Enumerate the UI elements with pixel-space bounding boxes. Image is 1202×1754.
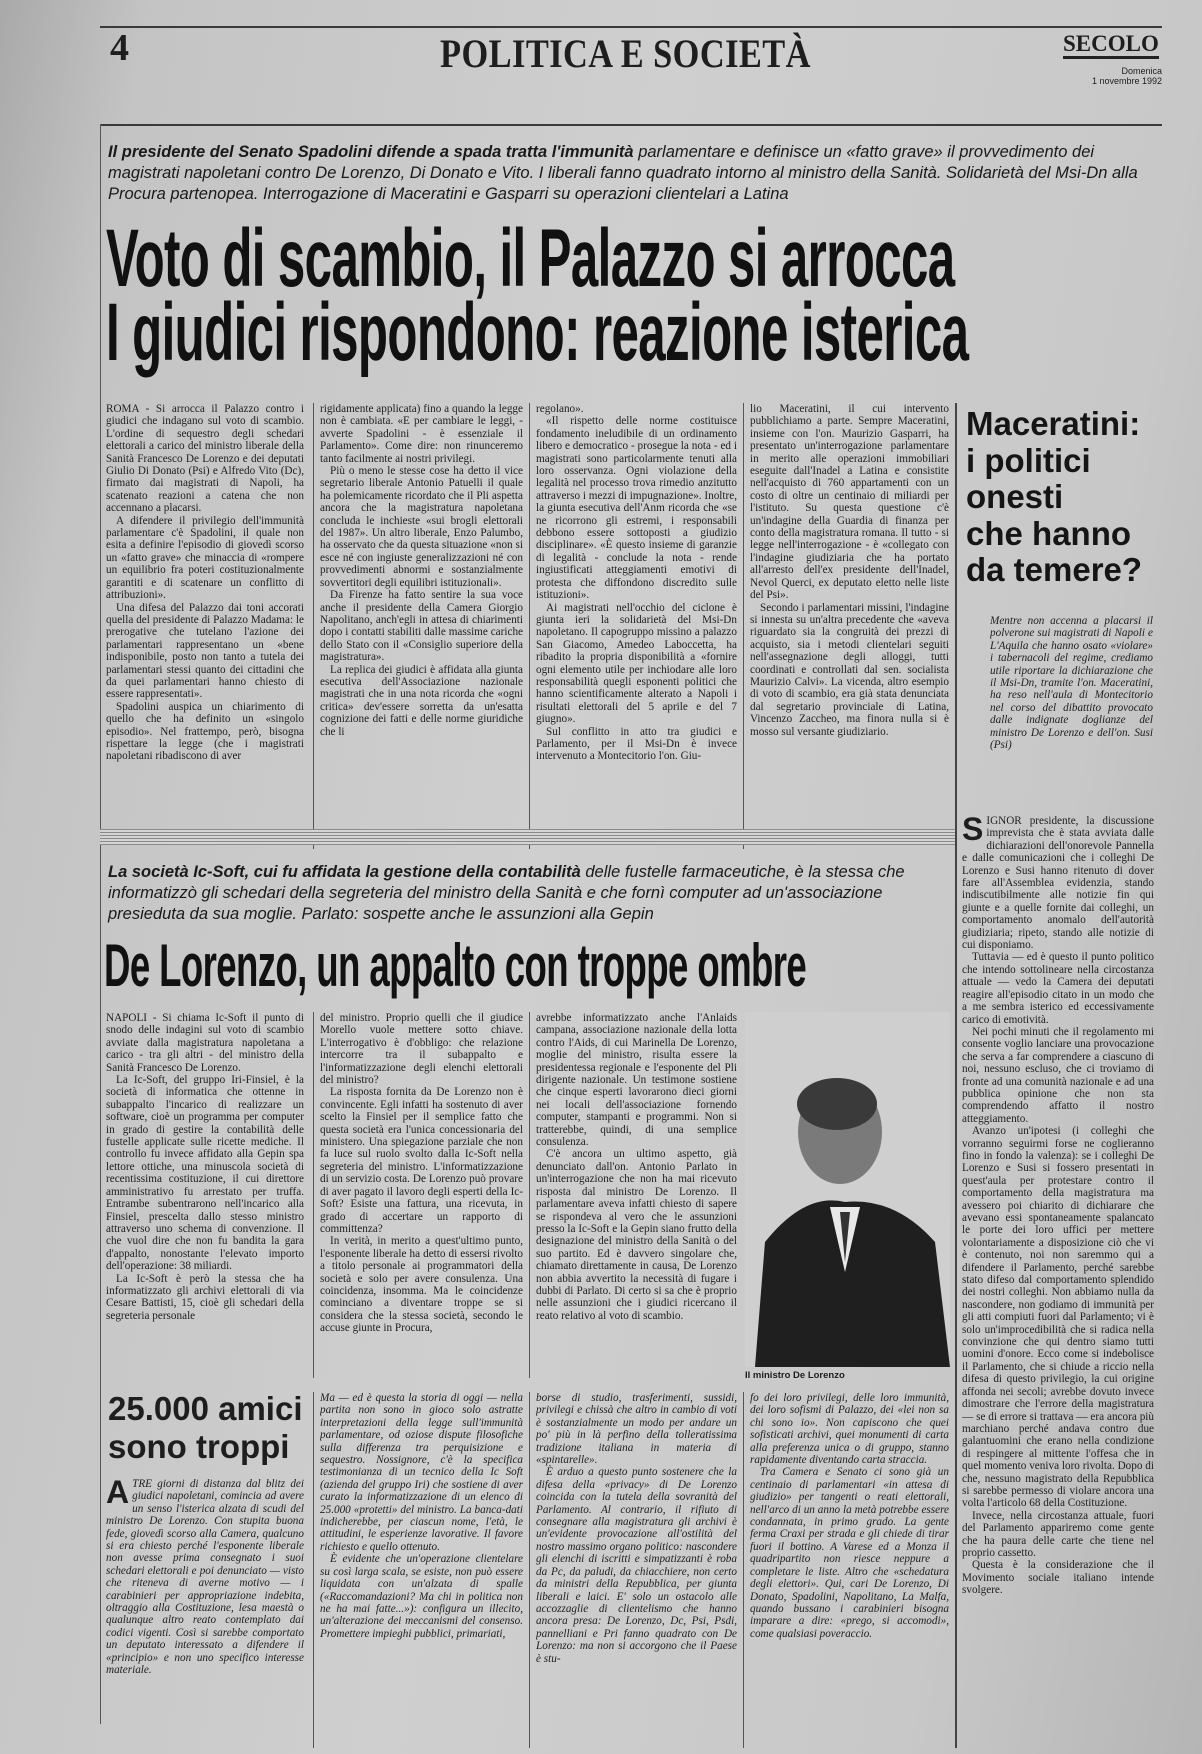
paragraph: lio Maceratini, il cui intervento pubblichiamo a parte. Sempre Maceratini, insieme con l'on. Maurizio Gasparri, ha presentato un'interrogazione parlamentare in merito alle operazioni immobiliari eseguite dall'Inadel a Latina e consistite nell'acquisto di 760 appartamenti con un costo di oltre un centinaio di miliardi per l'istituto. Su questa questione c'è un'indagine della Guardia di finanza per conto della magistratura romana. Il tutto - si legge nell'interrogazione - è «collegato con l'indagine giudiziaria che ha portato all'arresto dell'ex presidente dell'Inadel, Nevol Querci, ex deputato eletto nelle liste del Psi». [750, 403, 949, 602]
article2-column-1 [106, 1012, 304, 1378]
paragraph: In verità, in merito a quest'ultimo punto, l'esponente liberale ha detto di essersi rivolto a titolo personale ai programmatori della società e solo per avere consulenza. Una coincidenza, insomma. Ma le coincidenze cominciano a diventare troppe se si considera che la stessa società, secondo le accuse giunte in Procura, [320, 1235, 523, 1335]
column-divider [313, 1012, 314, 1378]
article2-column-3 [536, 1012, 737, 1378]
headline-line: sono troppi [108, 1428, 290, 1465]
paragraph: Invece, nella circostanza attuale, fuori del Parlamento appariremo come gente che ha paura delle carte che tiene nel proprio cassetto. [962, 1509, 1154, 1559]
photo-de-lorenzo [745, 1012, 950, 1367]
section-separator [100, 829, 955, 845]
paragraph: regolano». [536, 403, 584, 415]
paragraph: Nei pochi minuti che il regolamento mi consente voglio lanciare una provocazione che serva a far comprendere a ciascuno di noi, nessuno escluso, che ci troviamo di fronte ad una comunità nazionale e ad una pubblica opinione che non sta comprendendo affatto il nostro atteggiamento. [962, 1025, 1154, 1125]
issue-day: Domenica [1121, 66, 1162, 76]
header-rule [100, 124, 1162, 126]
headline-line: da temere? [966, 551, 1143, 588]
headline-line: 25.000 amici [108, 1390, 303, 1427]
portrait-image [745, 1012, 950, 1367]
paragraph: A difendere il privilegio dell'immunità parlamentare c'è Spadolini, il quale non esita a definire l'episodio di giovedì scorso un «fatto grave» che minaccia di «rompere un equilibrio fra poteri costituzionalmente garantiti e di scatenare un conflitto di attribuzioni». [106, 514, 304, 602]
article1-column-3 [536, 403, 737, 849]
photo-caption: Il ministro De Lorenzo [745, 1370, 845, 1381]
paragraph: «Il rispetto delle norme costituisce fondamento ineludibile di un ordinamento libero e democratico - prosegue la nota - ed i magistrati sono particolarmente tenuti alla loro osservanza. Ogni violazione della legalità nel processo trova rimedio anzitutto attraverso i mezzi di impugnazione». Inoltre, la giunta esecutiva dell'Anm ricorda che «se ne ricorrono gli estremi, i responsabili debbono essere sottoposti a giudizio disciplinare». «È questo insieme di garanzie di legalità - conclude la nota - rende ingiustificati atteggiamenti emotivi di protesta che diffondono discredito sulle istituzioni». [536, 415, 737, 602]
section-title: POLITICA E SOCIETÀ [440, 31, 811, 76]
headline-line: Maceratini: [966, 405, 1141, 442]
article1-column-4 [750, 403, 949, 823]
article2-deck-bold: La società Ic-Soft, cui fu affidata la gestione della contabilità [108, 863, 581, 881]
paragraph: Una difesa del Palazzo dai toni accorati quella del presidente di Palazzo Madama: le prerogative che tutelano l'azione dei parlamentari rappresentano un «bene indisponibile, posto non tanto a tutela dei parlamentari stessi quanto dei cittadini che da quei parlamentari hanno chiesto di essere rappresentati». [106, 601, 304, 701]
page-left-border [100, 124, 101, 1724]
paragraph: NAPOLI - Si chiama Ic-Soft il punto di snodo delle indagini sul voto di scambio avviate dalla magistratura napoletana a carico - tra gli altri - del ministro della Sanità Francesco De Lorenzo. [106, 1012, 304, 1074]
top-rule [100, 26, 1162, 28]
article1-column-2 [320, 403, 523, 849]
article1-deck-bold: Il presidente del Senato Spadolini difende a spada tratta l'immunità [108, 143, 634, 161]
comment-column-2 [320, 1392, 523, 1748]
sidebar-headline [966, 406, 1142, 589]
paragraph: È evidente che un'operazione clientelare su così larga scala, se esiste, non può essere liquidata con un'alzata di spalle («Raccomandazioni? Ma chi in politica non ne ha mai fatte...»): configura un illecito, un'alterazione dei meccanismi del consenso. Promettere impieghi pubblici, primariati, [320, 1553, 523, 1640]
headline-line: i politici [966, 441, 1091, 479]
paragraph: È arduo a questo punto sostenere che la difesa della «privacy» di De Lorenzo coincida con la tutela della sovranità del Parlamento. Al contrario, il rifiuto di consegnare alla magistratura gli archivi è un'evidente provocazione all'ostilità del nostro massimo organo politico: nascondere gli elenchi di iscritti e simpatizzanti è roba da Pc, da paludi, da chiacchiere, non certo da ministri della Repubblica, per giunta liberali e laici. E' solo un ostacolo alle accozzaglie di clientelismo che hanno ancora presa: De Lorenzo, Dc, Psi, Psdi, pannelliani e Pri fanno quadrato con De Lorenzo: ma non si accorgono che il Paese è stu- [536, 1466, 737, 1665]
paragraph: TRE giorni di distanza dal blitz dei giudici napoletani, comincia ad avere un senso l'isterica alzata di scudi del ministro De Lorenzo. Con stupita buona fede, giovedì scorso alla Camera, qualcuno si era chiesto perché l'esponente liberale non avesse prima consegnato i suoi schedari elettorali e poi denunciato — visto che riteneva di averne motivo — i carabinieri per appropriazione indebita, oltraggio alla Costituzione, lesa maestà o qualunque altro reato contemplato dai codici vigenti. Così si sarebbe comportato un deputato interessato a difendere il «principio» e non uno specifico interesse materiale. [106, 1478, 304, 1677]
paragraph: Ma — ed è questa la storia di oggi — nella partita non sono in gioco solo astratte interpretazioni della legge sull'immunità parlamentare, od oziose dispute filosofiche sulla differenza tra perquisizione e sequestro. Nossignore, c'è la specifica testimonianza di un tecnico della Ic Soft (azienda del gruppo Iri) che sostiene di aver curato la informatizzazione di un elenco di 25.000 «protetti» del ministro. La banca-dati indicherebbe, per ciascun nome, l'età, le attitudini, le esperienze lavorative. Il favore richiesto e quello ottenuto. [320, 1392, 523, 1553]
paragraph: Tuttavia — ed è questo il punto politico che intendo sottolineare nella circostanza attuale — vedo la Camera dei deputati reagire all'episodio citato in un modo che a me sembra isterico ed eccessivamente carico di emotività. [962, 951, 1154, 1026]
comment-column-4 [750, 1392, 949, 1748]
column-divider [743, 403, 744, 849]
paragraph: avrebbe informatizzato anche l'Anlaids campana, associazione nazionale della lotta contro l'Aids, di cui Marinella De Lorenzo, moglie del ministro, risulta essere la presidentessa regionale e l'esponente del Pli dirigente nazionale. Un testimone sostiene che cinque esperti lavorarono dieci giorni nei locali dell'associazione fornendo computer, stampanti e programmi. Non si tratterebbe, quindi, di una semplice consulenza. [536, 1012, 737, 1149]
paragraph: rigidamente applicata) fino a quando la legge non è cambiata. «E per cambiare le leggi, - avverte Spadolini - è essenziale il Parlamento». Come dire: non rinunceremo tanto facilmente ai nostri privilegi. [320, 403, 523, 465]
article1-column-1 [106, 403, 304, 849]
paragraph: IGNOR presidente, la discussione imprevista che è stata avviata dalle dichiarazioni dell'onorevole Pannella e dalle comunicazioni che i colleghi De Lorenzo e Susi hanno ritenuto di dover fare all'Assemblea evidenzia, stando indiscutibilmente alle notizie fin qui giunte e a quelle fornite dai colleghi, un comportamento anomalo dell'autorità giudiziaria; ripeto, stando alle notizie di cui disponiamo. [962, 815, 1154, 952]
paragraph: Ai magistrati nell'occhio del ciclone è giunta ieri la solidarietà del Msi-Dn napoletano. Il capogruppo missino a palazzo San Giacomo, Amedeo Laboccetta, ha ribadito la propria disponibilità a «fornire ogni elemento utile per inchiodare alle loro responsabilità quegli esponenti politici che hanno scientificamente alterato a Napoli i risultati elettorali del 5 aprile e del 7 giugno». [536, 601, 737, 726]
article1-deck-rest: parlamentare e definisce un «fatto grave» il provvedimento dei magistrati napoletani contro De Lorenzo, Di Donato e Vito. I liberali fanno quadrato intorno al ministro della Sanità. Solidarietà del Msi-Dn alla Procura partenopea. Interrogazione di Maceratini e Gasparri su operazioni clientelari a Latina [108, 143, 1138, 203]
column-divider [529, 1392, 530, 1748]
article2-deck [108, 862, 948, 925]
sidebar-intro [990, 615, 1153, 785]
paragraph: del ministro. Proprio quelli che il giudice Morello vuole mettere sotto chiave. L'interrogativo è d'obbligo: che relazione intercorre tra il subappalto e l'informatizzazione degli elenchi elettorali del ministro? [320, 1012, 523, 1087]
paragraph: Questa è la considerazione che il Movimento sociale italiano intende svolgere. [962, 1559, 1154, 1597]
comment-column-1 [106, 1478, 304, 1748]
sidebar-divider [955, 403, 957, 1748]
headline-line: onesti [966, 478, 1064, 515]
column-divider [529, 1012, 530, 1378]
paragraph: La risposta fornita da De Lorenzo non è convincente. Egli infatti ha sostenuto di aver scelto la Finsiel per il semplice fatto che questa società era l'unica concessionaria del ministero. Una spiegazione parziale che non fa luce sul ruolo svolto dalla Ic-Soft nella segreteria del ministro. L'informatizzazione di un servizio costa. De Lorenzo può provare di aver pagato il lavoro degli esperti della Ic-Soft? Esiste una fattura, una ricevuta, in grado di accertare un rapporto di committenza? [320, 1086, 523, 1235]
paragraph: Da Firenze ha fatto sentire la sua voce anche il presidente della Camera Giorgio Napolitano, anch'egli in attesa di chiarimenti dopo i contatti stabiliti dalle massime cariche dello Stato con il «Consiglio superiore della magistratura». [320, 589, 523, 664]
article2-column-2 [320, 1012, 523, 1378]
paragraph: Sul conflitto in atto tra giudici e Parlamento, per il Msi-Dn è invece intervenuto a Montecitorio l'on. Giu- [536, 725, 737, 763]
paragraph: Tra Camera e Senato ci sono già un centinaio di parlamentari «in attesa di giudizio» per tangenti o reati elettorali, nell'arco di un anno la metà potrebbe essere condannata, in primo grado. La gente ferma Craxi per strada e gli chiede di tirar fuori il bottino. A Varese ed a Monza il quadripartito non riesce neppure a completare le liste. Altro che «schedatura degli elettori». Qui, cari De Lorenzo, Di Donato, Spadolini, Napolitano, La Malfa, quando bussano i carabinieri bisogna imparare a dire: «prego, si accomodi», come qualsiasi poveraccio. [750, 1466, 949, 1640]
article2-deck-rest: delle fustelle farmaceutiche, è la stessa che informatizzò gli schedari della segreteria del ministro della Sanità e che fornì computer ad un'associazione presieduta da sua moglie. Parlato: sospette anche le assunzioni alla Gepin [108, 863, 905, 923]
paragraph: Avanzo un'ipotesi (i colleghi che vorranno seguirmi forse ne coglieranno fino in fondo la valenza): se i colleghi De Lorenzo e Susi si fossero presentati in quest'aula per protestare contro il comportamento della magistratura ma avessero poi chiarito di dichiarare che avevano essi spontaneamente spalancato le porte dei loro uffici per mettere volontariamente a disposizione ciò che vi è contenuto, noi non saremmo qui a difendere il Parlamento, perché sarebbe stato difeso dal comportamento splendido dei nostri colleghi. Non abbiamo nulla da nascondere, non godiamo di immunità per gli atti compiuti fuori dal Parlamento; vi è solo un'improcedibilità che si radica nella convinzione che qui dentro siamo tutti uomini d'onore. Ecco come si indebolisce il Parlamento, che si chiude a riccio nella difesa di questo privilegio, la cui origine affonda nei secoli; avrebbe dovuto invece dimostrare che l'errore della magistratura — se di errore si trattava — era ancora più marchiano perché andava contro due galantuomini che erano nella condizione di respingere al mittente l'offesa che in quel momento veniva loro rivolta. Dopo di che, nessuno magistrato della Repubblica si sarebbe permesso di violare ancora una volta l'articolo 68 della Costituzione. [962, 1125, 1154, 1510]
paragraph: Mentre non accenna a placarsi il polverone sui magistrati di Napoli e L'Aquila che hanno osato «violare» i tabernacoli del regime, crediamo utile riportare la dichiarazione che il Msi-Dn, tramite l'on. Maceratini, ha reso nell'aula di Montecitorio nel corso del dibattito provocato dalle indignate doglianze del ministro De Lorenzo e dell'on. Susi (Psi) [990, 615, 1153, 752]
column-divider [529, 403, 530, 849]
issue-date [1080, 66, 1162, 86]
article1-headline-line1: Voto di scambio, il Palazzo si arrocca [106, 213, 955, 304]
paragraph: La Ic-Soft, del gruppo Iri-Finsiel, è la società di informatica che ottenne in subappalto l'incarico di realizzare un software, cioè un programma per computer in grado di gestire la contabilità delle fustelle applicate sulle ricette mediche. Il controllo fu invece affidato alla Gepin spa lettore ottiche, una minuscola società di recentissima costituzione, il cui direttore amministrativo fu arrestato per truffa. Entrambe subentrarono nell'incarico alla Finsiel, prescelta dallo stesso ministro attraverso uno schema di convenzione. Il che vuol dire che non fu bandita la gara d'appalto, nonostante l'elevato importo dell'operazione: 38 miliardi. [106, 1074, 304, 1273]
paragraph: Più o meno le stesse cose ha detto il vice segretario liberale Antonio Patuelli il quale ha polemicamente ricordato che il Pli aspetta ancora che la magistratura napoletana concluda le inchieste «sui brogli elettorali del 1987». Un altro liberale, Enzo Palumbo, ha osservato che da questa situazione «non si esce né con ingiuste generalizzazioni né con provvedimenti abnormi e sostanzialmente sovvertitori degli equilibri istituzionali». [320, 465, 523, 589]
column-divider [313, 403, 314, 849]
column-divider [743, 1392, 744, 1748]
paragraph: C'è ancora un ultimo aspetto, già denunciato dall'on. Antonio Parlato in un'interrogazione che non ha mai ricevuto risposta dal ministro De Lorenzo. Il parlamentare aveva infatti chiesto di sapere se rispondeva al vero che le assunzioni presso la Ic-Soft e la Gepin siano frutto della designazione del ministro della Sanità o del suo partito. Ed è davvero singolare che, chiamato direttamente in causa, De Lorenzo non abbia avvertito la necessità di fugare i dubbi di Parlato. Di certo si sa che è proprio nelle assunzioni che i giudici ricercano il reato relativo al voto di scambio. [536, 1148, 737, 1322]
page-number: 4 [110, 27, 129, 69]
headline-line: che hanno [966, 514, 1132, 552]
paragraph: borse di studio, trasferimenti, sussidi, privilegi e chissà che altro in cambio di voti è sostanzialmente un modo per andare un po' più in là perfino della tolleratissima tradizione italiana in materia di «spintarelle». [536, 1392, 737, 1467]
column-divider [313, 1392, 314, 1748]
paragraph: Secondo i parlamentari missini, l'indagine si innesta su un'altra precedente che «aveva riguardato sia la congruità dei prezzi di acquisto, sia i metodi clientelari seguiti nell'assegnazione degli alloggi, tutti coordinati e controllati dal sen. socialista Maurizio Calvi». La vicenda, altro esempio di voto di scambio, era già stata denunciata dal segretario provinciale di Latina, Vincenzo Zaccheo, ma finora nulla si è mosso sul versante giudiziario. [750, 601, 949, 738]
paragraph: fo dei loro privilegi, delle loro immunità, dei loro sofismi di Palazzo, dei «lei non sa chi sono io». Non capiscono che quei sofisticati archivi, quei monumenti di carta alla preferenza unica o di gruppo, stanno rapidamente diventando carta straccia. [750, 1392, 949, 1467]
paragraph: La Ic-Soft è però la stessa che ha informatizzato gli archivi elettorali di via Cesare Battisti, 15, cioè gli schedari della segreteria personale [106, 1272, 304, 1322]
comment-headline [108, 1390, 303, 1466]
sidebar-body [962, 815, 1154, 1750]
paragraph: Spadolini auspica un chiarimento di quello che ha definito un «singolo episodio». Nel frattempo, però, bisogna rispettare la legge (che i magistrati napoletani ribadiscono di aver [106, 700, 304, 763]
drop-cap: S [962, 815, 984, 847]
masthead-logo: SECOLO [1063, 32, 1159, 59]
article2-headline: De Lorenzo, un appalto con troppe ombre [104, 932, 807, 999]
issue-date-text: 1 novembre 1992 [1091, 76, 1162, 86]
article1-headline-line2: I giudici rispondono: reazione isterica [106, 287, 969, 378]
comment-column-3 [536, 1392, 737, 1748]
paragraph: ROMA - Si arrocca il Palazzo contro i giudici che indagano sul voto di scambio. L'ordine di sequestro degli schedari elettorali a carico del ministro liberale della Sanità Francesco De Lorenzo e dei deputati Giulio Di Donato (Psi) e Alfredo Vito (Dc), firmato dai magistrati di Napoli, ha scatenato reazioni a catena che non accennano a placarsi. [106, 403, 304, 515]
drop-cap: A [106, 1478, 130, 1510]
article1-deck [108, 142, 1153, 205]
paragraph: La replica dei giudici è affidata alla giunta esecutiva dell'Associazione nazionale magistrati che in una nota ricorda che «ogni critica» dev'essere sorretta da un'esatta cognizione dei fatti e delle norme giuridiche che li [320, 663, 523, 738]
